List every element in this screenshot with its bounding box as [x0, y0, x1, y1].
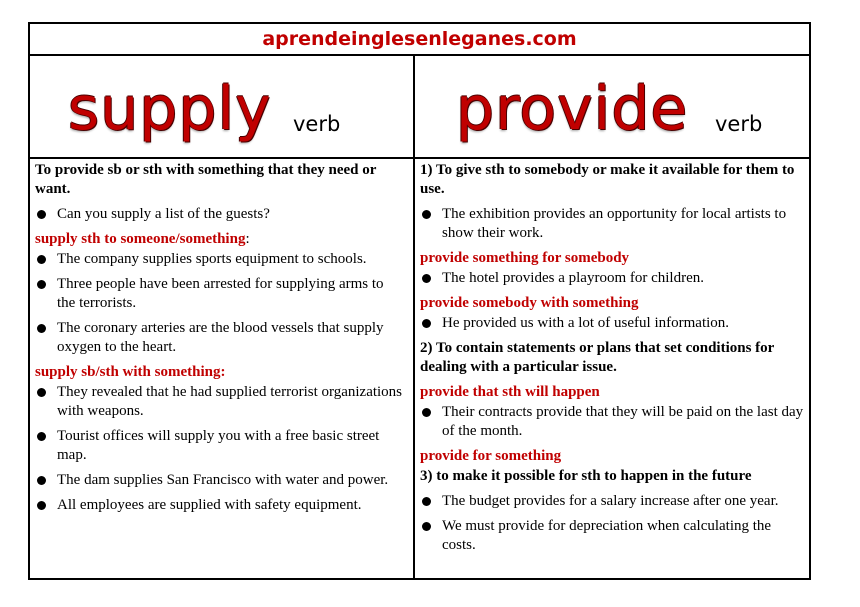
supply-column: [35, 161, 405, 521]
pattern-heading: supply sb/sth with something:: [35, 364, 226, 380]
pos-supply: verb: [293, 112, 341, 136]
bullet-icon: [422, 319, 431, 328]
example-item: The dam supplies San Francisco with water and power.: [35, 471, 405, 490]
pattern-heading: provide that sth will happen: [420, 384, 600, 400]
example-item: The hotel provides a playroom for children.: [420, 269, 808, 288]
bullet-icon: [422, 274, 431, 283]
provide-definition-2: 2) To contain statements or plans that set conditions for dealing with a particular issue.: [420, 340, 775, 375]
example-item: The coronary arteries are the blood vessels that supply oxygen to the heart.: [35, 319, 405, 357]
example-item: Can you supply a list of the guests?: [35, 205, 405, 224]
bullet-icon: [37, 280, 46, 289]
example-item: All employees are supplied with safety equipment.: [35, 496, 405, 515]
bullet-icon: [422, 210, 431, 219]
example-item: Three people have been arrested for supplying arms to the terrorists.: [35, 275, 405, 313]
provide-column: [420, 161, 808, 561]
example-item: They revealed that he had supplied terrorist organizations with weapons.: [35, 383, 405, 421]
bullet-icon: [37, 210, 46, 219]
pattern-heading: provide for something: [420, 448, 562, 464]
bullet-icon: [37, 501, 46, 510]
header-divider: [30, 157, 809, 159]
vocabulary-card: [28, 22, 811, 580]
example-item: The exhibition provides an opportunity for local artists to show their work.: [420, 205, 808, 243]
pattern-heading: provide somebody with something: [420, 295, 639, 311]
bullet-icon: [422, 522, 431, 531]
column-divider: [413, 56, 415, 578]
bullet-icon: [37, 432, 46, 441]
provide-definition-3: 3) to make it possible for sth to happen in the future: [420, 468, 752, 484]
bullet-icon: [37, 324, 46, 333]
pattern-heading: provide something for somebody: [420, 250, 630, 266]
supply-definition: To provide sb or sth with something that they need or want.: [35, 162, 377, 197]
bullet-icon: [37, 388, 46, 397]
example-item: We must provide for depreciation when calculating the costs.: [420, 517, 808, 555]
example-item: Their contracts provide that they will be paid on the last day of the month.: [420, 403, 808, 441]
bullet-icon: [422, 497, 431, 506]
example-item: Tourist offices will supply you with a free basic street map.: [35, 427, 405, 465]
bullet-icon: [37, 255, 46, 264]
bullet-icon: [37, 476, 46, 485]
example-item: The company supplies sports equipment to schools.: [35, 250, 405, 269]
pattern-heading: supply sth to someone/something:: [35, 231, 250, 247]
example-item: He provided us with a lot of useful information.: [420, 314, 808, 333]
pos-provide: verb: [715, 112, 763, 136]
example-item: The budget provides for a salary increase after one year.: [420, 492, 808, 511]
bullet-icon: [422, 408, 431, 417]
site-url[interactable]: aprendeinglesenleganes.com: [30, 24, 809, 56]
provide-definition-1: 1) To give sth to somebody or make it available for them to use.: [420, 162, 795, 197]
headword-provide: provide: [456, 74, 689, 144]
headword-supply: supply: [68, 74, 272, 144]
